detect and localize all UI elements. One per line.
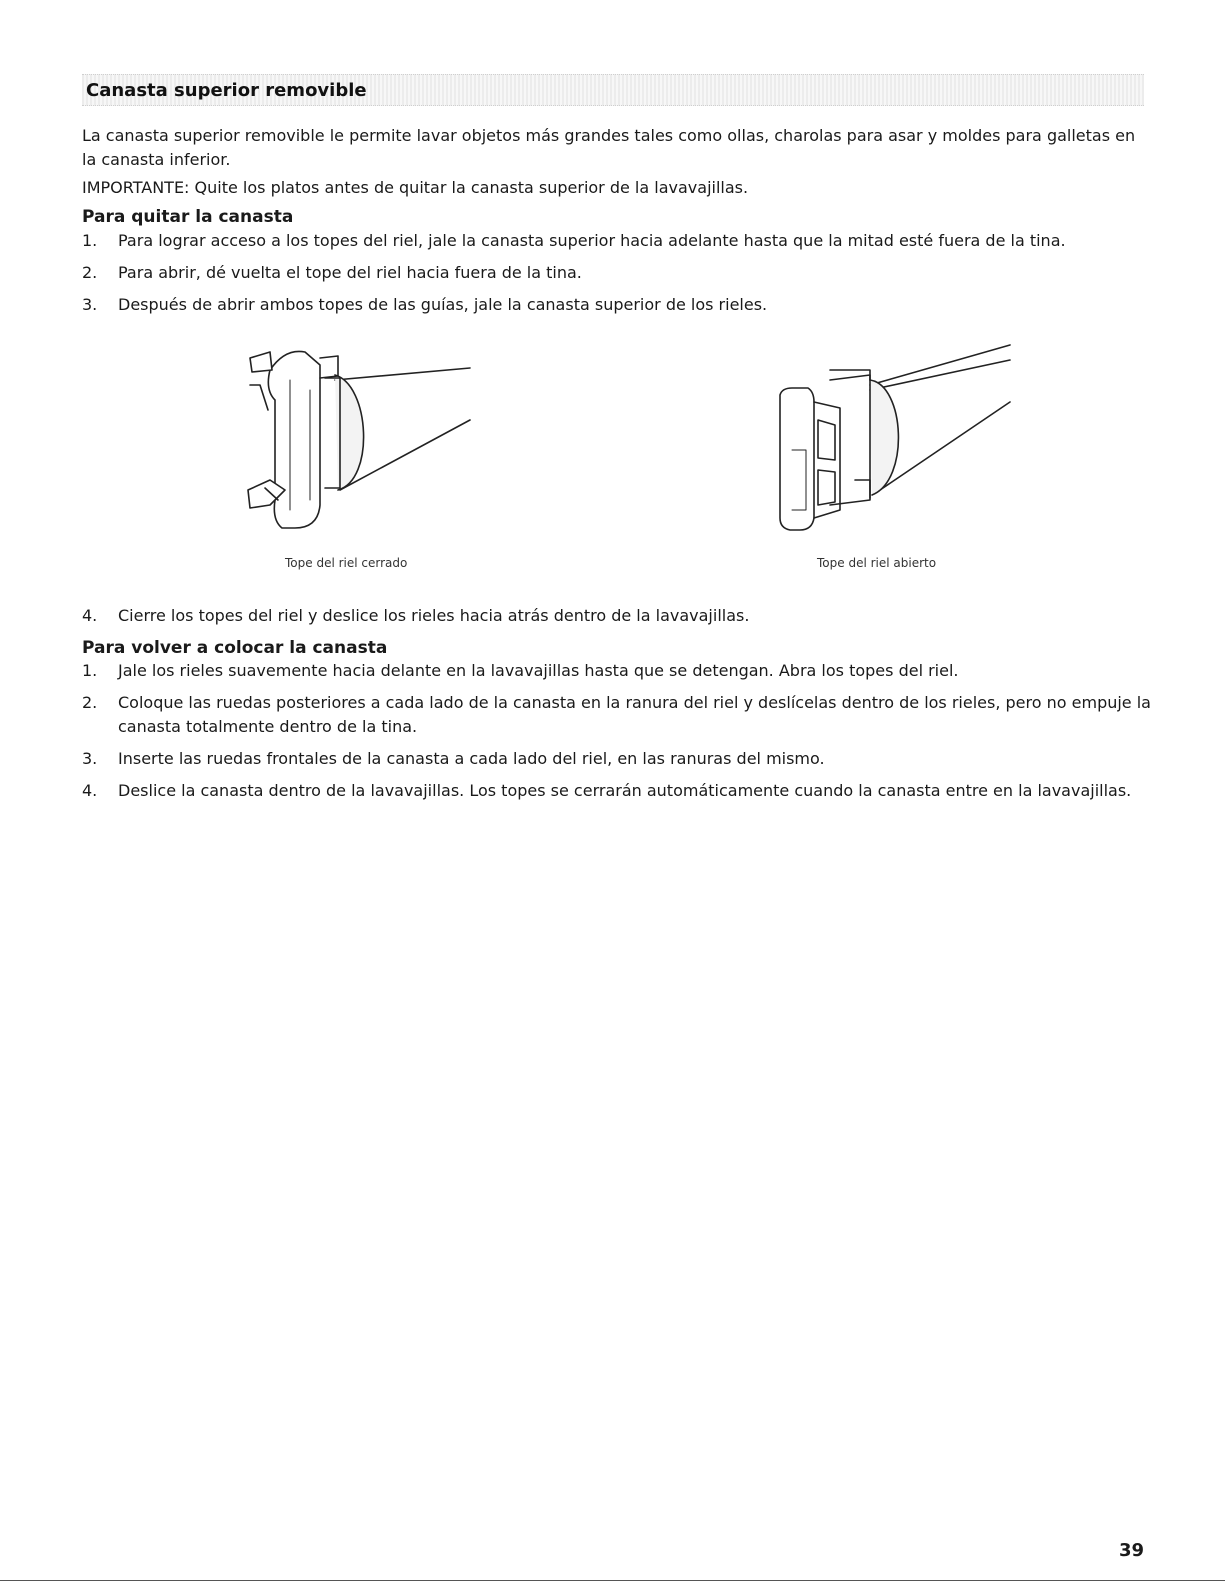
step-number: 2. <box>82 263 98 282</box>
step-number: 3. <box>82 295 98 314</box>
remove-step <box>82 293 1152 317</box>
closed-stop-caption: Tope del riel cerrado <box>285 556 408 570</box>
remove-step <box>82 604 1152 628</box>
remove-basket-heading: Para quitar la canasta <box>82 207 294 227</box>
step-text: Cierre los topes del riel y deslice los rieles hacia atrás dentro de la lavavajillas. <box>118 606 750 625</box>
rail-stop-closed-illustration <box>230 340 480 540</box>
step-text: Coloque las ruedas posteriores a cada lado de la canasta en la ranura del riel y deslícelas dentro de los rieles, pero no empuje la canasta totalmente dentro de la tina. <box>118 693 1151 736</box>
step-number: 4. <box>82 606 98 625</box>
step-text: Para abrir, dé vuelta el tope del riel hacia fuera de la tina. <box>118 263 582 282</box>
page-number: 39 <box>1119 1540 1145 1561</box>
remove-step <box>82 261 1152 285</box>
intro-paragraph: La canasta superior removible le permite lavar objetos más grandes tales como ollas, charolas para asar y moldes para galletas en la canasta inferior. <box>82 126 1136 169</box>
step-number: 3. <box>82 749 98 768</box>
step-number: 4. <box>82 781 98 800</box>
remove-steps-list <box>82 229 1152 325</box>
reinstall-step <box>82 659 1152 683</box>
step-number: 2. <box>82 693 98 712</box>
rail-stop-open-illustration <box>770 340 1020 540</box>
step-text: Para lograr acceso a los topes del riel, jale la canasta superior hacia adelante hasta que la mitad esté fuera de la tina. <box>118 231 1066 250</box>
section-title: Canasta superior removible <box>86 80 367 101</box>
open-stop-caption: Tope del riel abierto <box>817 556 937 570</box>
reinstall-steps-list <box>82 659 1152 811</box>
reinstall-basket-heading: Para volver a colocar la canasta <box>82 638 388 658</box>
remove-steps-continued <box>82 604 1152 636</box>
step-number: 1. <box>82 661 98 680</box>
reinstall-step <box>82 747 1152 771</box>
step-number: 1. <box>82 231 98 250</box>
remove-step <box>82 229 1152 253</box>
step-text: Después de abrir ambos topes de las guías, jale la canasta superior de los rieles. <box>118 295 768 314</box>
reinstall-step <box>82 779 1152 803</box>
step-text: Deslice la canasta dentro de la lavavajillas. Los topes se cerrarán automáticamente cuando la canasta entre en la lavavajillas. <box>118 781 1132 800</box>
reinstall-step <box>82 691 1152 739</box>
step-text: Jale los rieles suavemente hacia delante en la lavavajillas hasta que se detengan. Abra los topes del riel. <box>118 661 959 680</box>
step-text: Inserte las ruedas frontales de la canasta a cada lado del riel, en las ranuras del mismo. <box>118 749 825 768</box>
bottom-rule <box>0 1580 1225 1581</box>
important-note: IMPORTANTE: Quite los platos antes de quitar la canasta superior de la lavavajillas. <box>82 178 749 197</box>
